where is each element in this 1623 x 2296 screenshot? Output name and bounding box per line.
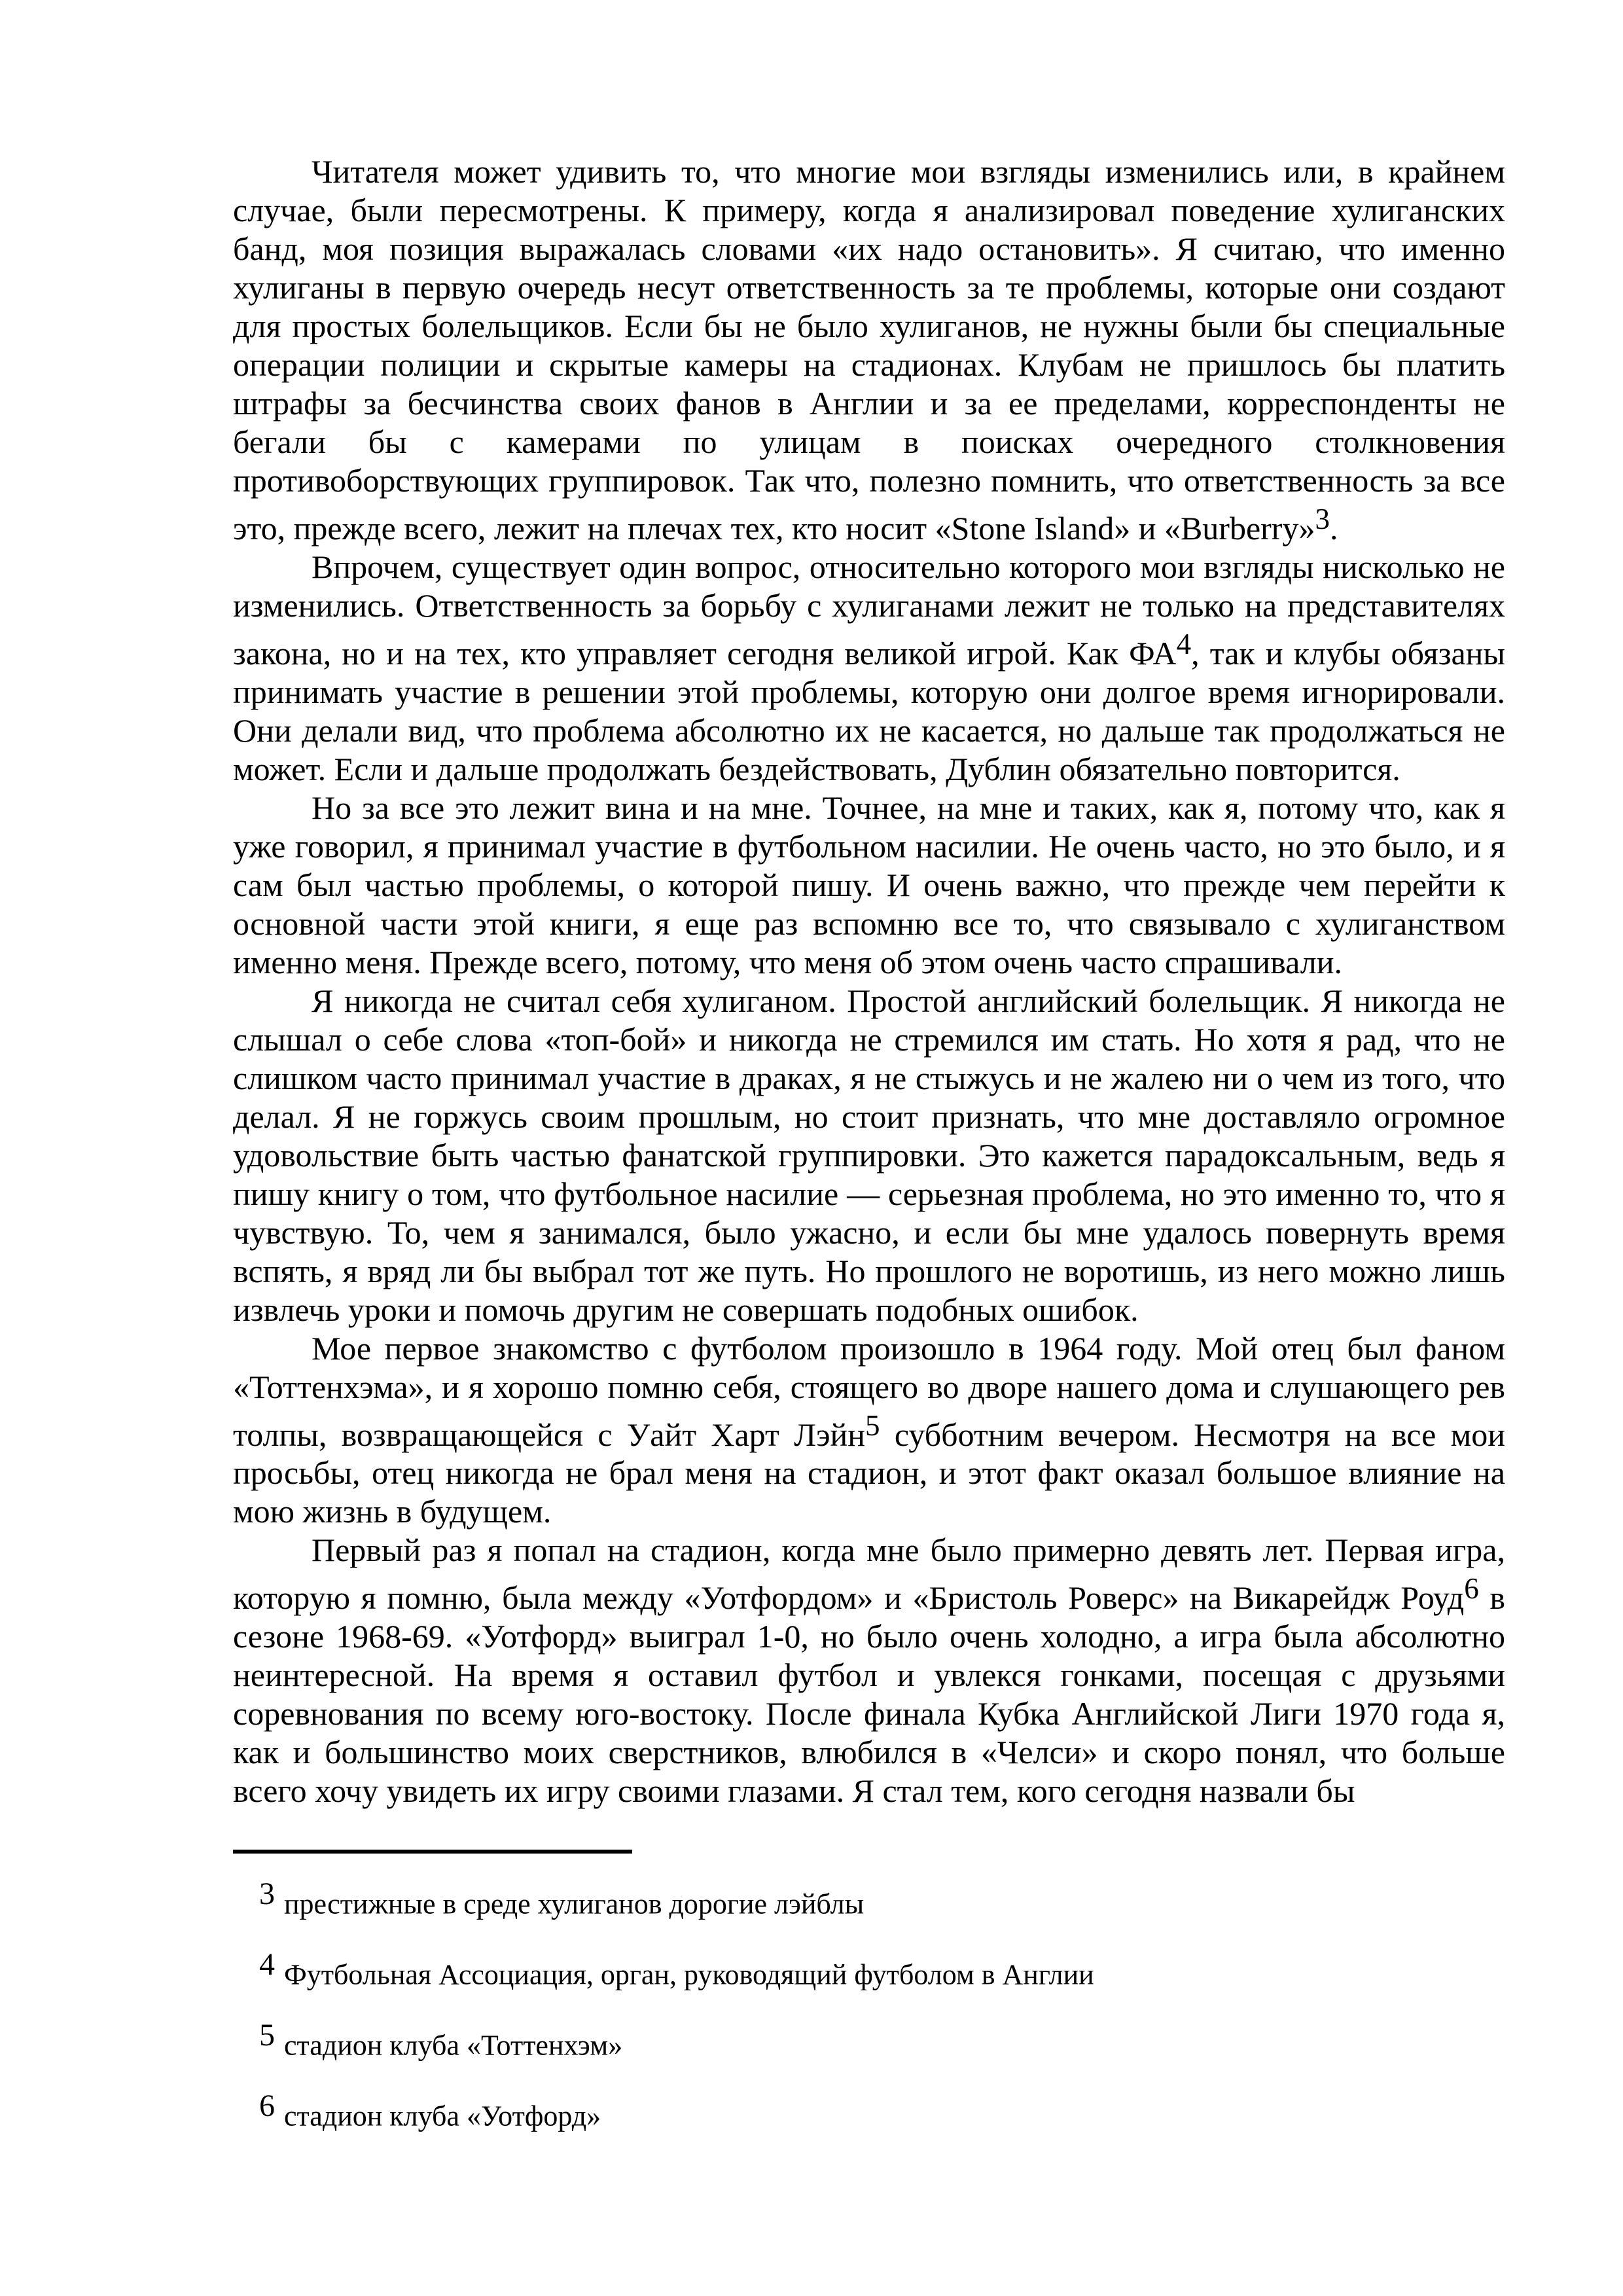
paragraph — [233, 789, 1505, 982]
text-run: Впрочем, существует один вопрос, относительно которого мои взгляды нисколько не изменились. Ответственность за борьбу с хулиганами лежит не только на представителях закона, но и на тех, кто управляет сегодня великой игрой. Как ФА — [233, 548, 1505, 672]
text-run: Но за все это лежит вина и на мне. Точнее, на мне и таких, как я, потому что, как я уже говорил, я принимал участие в футбольном насилии. Не очень часто, но это было, и я сам был частью проблемы, о которой пишу. И очень важно, что прежде чем перейти к основной части этой книги, я еще раз вспомню все то, что связывало с хулиганством именно меня. Прежде всего, потому, что меня об этом очень часто спрашивали. — [233, 789, 1505, 980]
footnote-number: 6 — [259, 2089, 275, 2123]
text-run: Я никогда не считал себя хулиганом. Простой английский болельщик. Я никогда не слышал о себе слова «топ-бой» и никогда не стремился им стать. Но хотя я рад, что не слишком часто принимал участие в драках, я не стыжусь и не жалею ни о чем из того, что делал. Я не горжусь своим прошлым, но стоит признать, что мне доставляло огромное удовольствие быть частью фанатской группировки. Это кажется парадоксальным, ведь я пишу книгу о том, что футбольное насилие — серьезная проблема, но это именно то, что я чувствую. То, чем я занимался, было ужасно, и если бы мне удалось повернуть время вспять, я вряд ли бы выбрал тот же путь. Но прошлого не воротишь, из него можно лишь извлечь уроки и помочь другим не совершать подобных ошибок. — [233, 982, 1505, 1328]
paragraph — [233, 1329, 1505, 1532]
text-run: Мое первое знакомство с футболом произошло в 1964 году. Мой отец был фаном «Тоттенхэма», и я хорошо помню себя, стоящего во дворе нашего дома и слушающего рев толпы, возвращающейся с Уайт Харт Лэйн — [233, 1329, 1505, 1453]
footnote — [233, 1948, 1505, 2018]
footnote — [233, 2089, 1505, 2160]
text-run: Читателя может удивить то, что многие мои взгляды изменились или, в крайнем случае, были пересмотрены. К примеру, когда я анализировал поведение хулиганских банд, моя позиция выражалась словами «их надо остановить». Я считаю, что именно хулиганы в первую очередь несут ответственность за те проблемы, которые они создают для простых болельщиков. Если бы не было хулиганов, не нужны были бы специальные операции полиции и скрытые камеры на стадионах. Клубам не пришлось бы платить штрафы за бесчинства своих фанов в Англии и за ее пределами, корреспонденты не бегали бы с камерами по улицам в поисках очередного столкновения противоборствующих группировок. Так что, полезно помнить, что ответственность за все это, прежде всего, лежит на плечах тех, кто носит «Stone Island» и «Burberry» — [233, 153, 1505, 547]
footnote-ref: 4 — [1176, 627, 1192, 660]
footnote — [233, 2018, 1505, 2089]
text-run: субботним вечером. Несмотря на все мои просьбы, отец никогда не брал меня на стадион, и этот факт оказал большое влияние на мою жизнь в будущем. — [233, 1416, 1505, 1530]
paragraph — [233, 1531, 1505, 1810]
footnote — [233, 1877, 1505, 1948]
paragraph — [233, 548, 1505, 789]
footnote-number: 4 — [259, 1947, 275, 1982]
text-run: . — [1329, 509, 1338, 547]
footnotes — [233, 1877, 1505, 2160]
body-text — [233, 152, 1505, 1810]
footnote-text: стадион клуба «Тоттенхэм» — [284, 2029, 623, 2062]
footnote-ref: 5 — [865, 1408, 880, 1442]
footnote-text: стадион клуба «Уотфорд» — [284, 2100, 601, 2132]
paragraph — [233, 982, 1505, 1329]
footnote-text: Футбольная Ассоциация, орган, руководящий футболом в Англии — [284, 1958, 1094, 1991]
text-run: , так и клубы обязаны принимать участие в решении этой проблемы, которую они долгое время игнорировали. Они делали вид, что проблема абсолютно их не касается, но дальше так продолжаться не может. Если и дальше продолжать бездействовать, Дублин обязательно повторится. — [233, 634, 1505, 787]
footnote-ref: 3 — [1315, 503, 1330, 535]
footnote-text: престижные в среде хулиганов дорогие лэйблы — [284, 1888, 865, 1920]
footnote-separator — [233, 1850, 632, 1854]
footnote-number: 3 — [259, 1876, 275, 1911]
text-run: в сезоне 1968-69. «Уотфорд» выиграл 1-0, но было очень холодно, а игра была абсолютно неинтересной. На время я оставил футбол и увлекся гонками, посещая с друзьями соревнования по всему юго-востоку. После финала Кубка Английской Лиги 1970 года я, как и большинство моих сверстников, влюбился в «Челси» и скоро понял, что больше всего хочу увидеть их игру своими глазами. Я стал тем, кого сегодня назвали бы — [233, 1579, 1505, 1809]
footnote-ref: 6 — [1464, 1572, 1479, 1605]
paragraph — [233, 152, 1505, 548]
footnote-number: 5 — [259, 2018, 275, 2053]
text-run: Первый раз я попал на стадион, когда мне было примерно девять лет. Первая игра, которую я помню, была между «Уотфордом» и «Бристоль Роверс» на Викарейдж Роуд — [233, 1532, 1505, 1616]
